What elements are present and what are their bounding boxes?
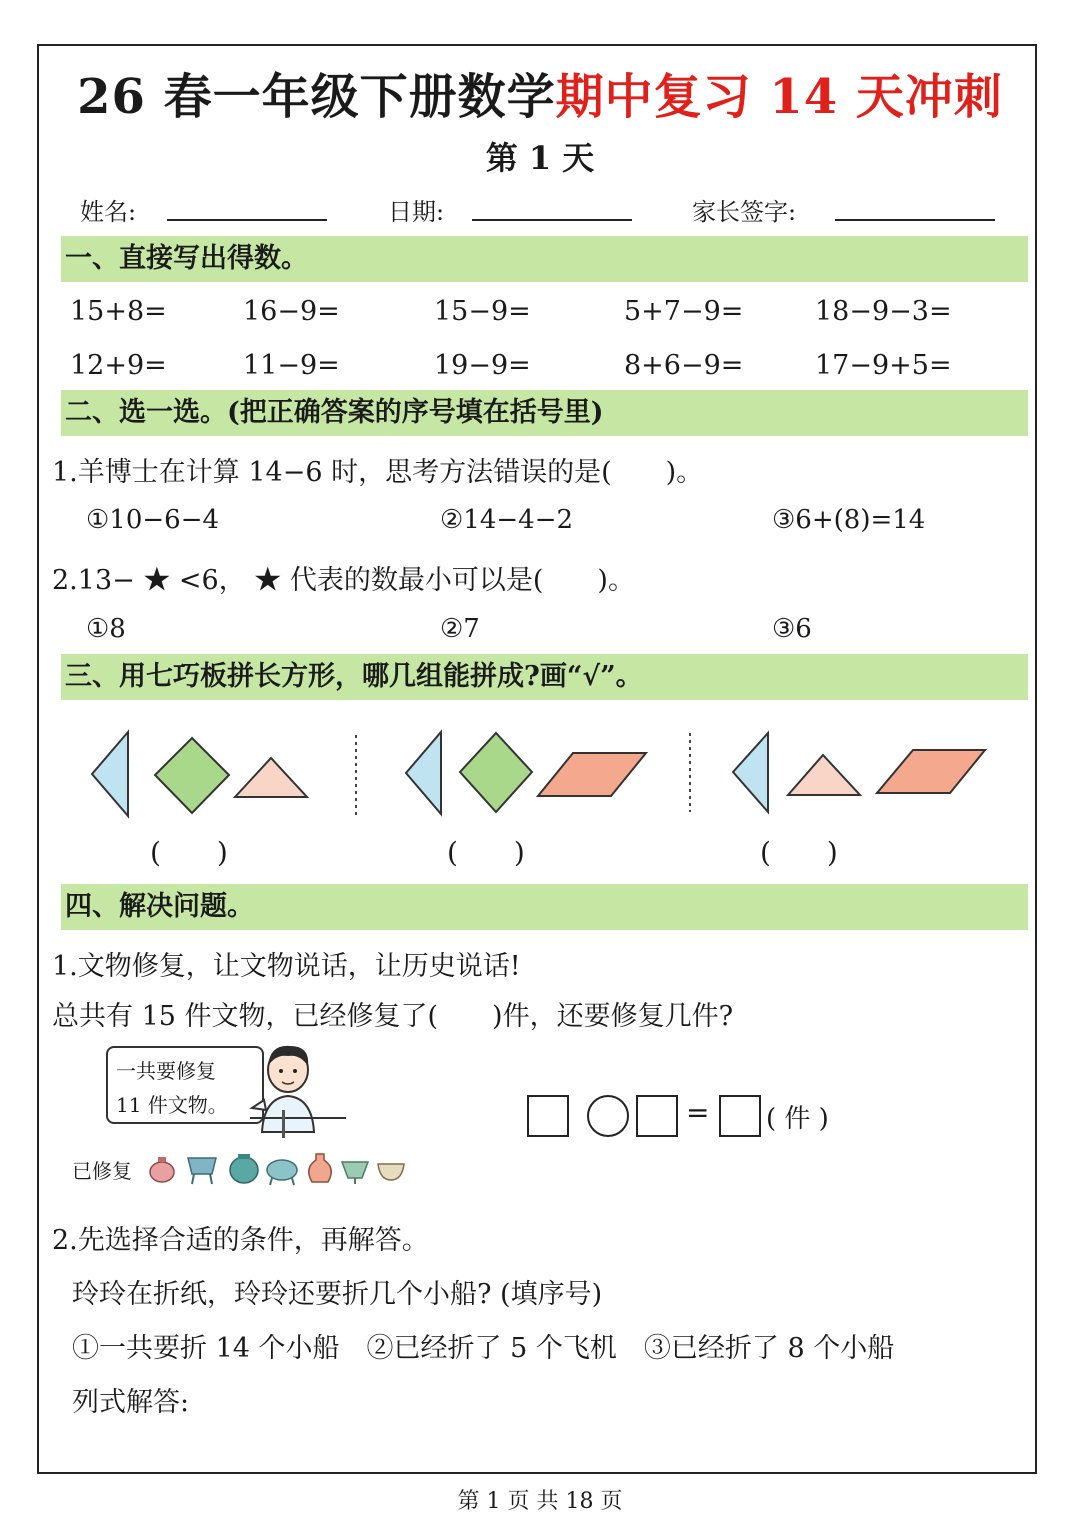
section1-title: 一、直接写出得数。 xyxy=(61,236,1028,282)
option[interactable]: ②7 xyxy=(440,614,480,644)
question-1: 1.羊博士在计算 14−6 时，思考方法错误的是( )。 xyxy=(52,457,704,488)
answer-box[interactable] xyxy=(719,1095,761,1137)
expression: 18−9−3= xyxy=(815,296,952,327)
tangram-triangle-blue xyxy=(733,733,768,812)
scientist-illustration xyxy=(230,1040,350,1145)
teapot-icon xyxy=(150,1157,174,1182)
cup-icon xyxy=(342,1162,368,1184)
name-blank[interactable] xyxy=(167,219,327,221)
artifact-row xyxy=(146,1148,408,1188)
expression: 19−9= xyxy=(434,350,531,381)
day-label: 第 1 天 xyxy=(485,139,595,177)
problem-2-line2: 玲玲在折纸，玲玲还要折几个小船? (填序号) xyxy=(72,1279,603,1310)
section4-title: 四、解决问题。 xyxy=(61,884,1028,930)
tangram-triangle-blue xyxy=(406,732,441,814)
jar-icon xyxy=(230,1154,258,1183)
parent-sign-label: 家长签字: xyxy=(692,198,797,226)
tangram-groups xyxy=(0,700,1080,840)
option[interactable]: ③6+(8)=14 xyxy=(772,505,926,535)
bowl-icon xyxy=(378,1164,404,1180)
expression: 15−9= xyxy=(434,296,531,327)
option[interactable]: ②14−4−2 xyxy=(440,505,574,535)
problem-2-line1: 2.先选择合适的条件，再解答。 xyxy=(52,1225,429,1256)
answer-paren[interactable]: ( ) xyxy=(150,836,228,869)
operator-circle[interactable] xyxy=(587,1095,629,1137)
expression: 11−9= xyxy=(243,350,340,381)
expression: 8+6−9= xyxy=(624,350,744,381)
answer-box[interactable] xyxy=(636,1095,678,1137)
tangram-triangle-blue xyxy=(92,732,128,816)
expression: 17−9+5= xyxy=(815,350,952,381)
bubble-line: 11 件文物。 xyxy=(116,1093,228,1117)
option[interactable]: ①8 xyxy=(86,614,126,644)
tangram-triangle-pink xyxy=(235,758,307,797)
bubble-line: 一共要修复 xyxy=(116,1059,216,1083)
answer-paren[interactable]: ( ) xyxy=(760,836,838,869)
problem-1-line1: 1.文物修复，让文物说话，让历史说话! xyxy=(52,951,521,982)
ding-icon xyxy=(267,1160,297,1185)
expression: 15+8= xyxy=(70,296,167,327)
option[interactable]: ①10−6−4 xyxy=(86,505,220,535)
answer-box[interactable] xyxy=(527,1095,569,1137)
title-main: 26 春一年级下册数学 xyxy=(77,69,556,125)
name-label: 姓名: xyxy=(80,198,137,226)
tangram-square-green xyxy=(460,733,532,812)
problem-2-line3: ①一共要折 14 个小船 ②已经折了 5 个飞机 ③已经折了 8 个小船 xyxy=(72,1333,895,1364)
expression: 5+7−9= xyxy=(624,296,744,327)
unit-label: ( 件 ) xyxy=(766,1104,829,1134)
tangram-square-green xyxy=(155,738,229,813)
bronze-vessel-icon xyxy=(188,1158,216,1184)
option[interactable]: ③6 xyxy=(772,614,812,644)
answer-paren[interactable]: ( ) xyxy=(447,836,525,869)
question-2: 2.13− ★ <6， ★ 代表的数最小可以是( )。 xyxy=(52,565,635,596)
date-label: 日期: xyxy=(388,198,445,226)
page-title xyxy=(0,58,1080,127)
problem-2-line4: 列式解答: xyxy=(72,1387,190,1418)
problem-1-line2: 总共有 15 件文物，已经修复了( )件，还要修复几件? xyxy=(52,1001,734,1032)
expression: 16−9= xyxy=(243,296,340,327)
tangram-triangle-pink xyxy=(788,755,860,795)
section3-title: 三、用七巧板拼长方形，哪几组能拼成?画“√”。 xyxy=(61,654,1028,700)
vase-icon xyxy=(309,1154,331,1182)
section2-title: 二、选一选。(把正确答案的序号填在括号里) xyxy=(61,390,1028,436)
tangram-parallelogram-orange xyxy=(877,750,985,793)
tangram-parallelogram-orange xyxy=(538,753,646,796)
parent-sign-blank[interactable] xyxy=(835,219,995,221)
expression: 12+9= xyxy=(70,350,167,381)
page-number: 第 1 页 共 18 页 xyxy=(457,1489,623,1514)
repaired-label: 已修复 xyxy=(72,1159,132,1183)
title-highlight: 期中复习 14 天冲刺 xyxy=(555,69,1003,125)
date-blank[interactable] xyxy=(472,219,632,221)
equals-sign: = xyxy=(686,1096,710,1129)
